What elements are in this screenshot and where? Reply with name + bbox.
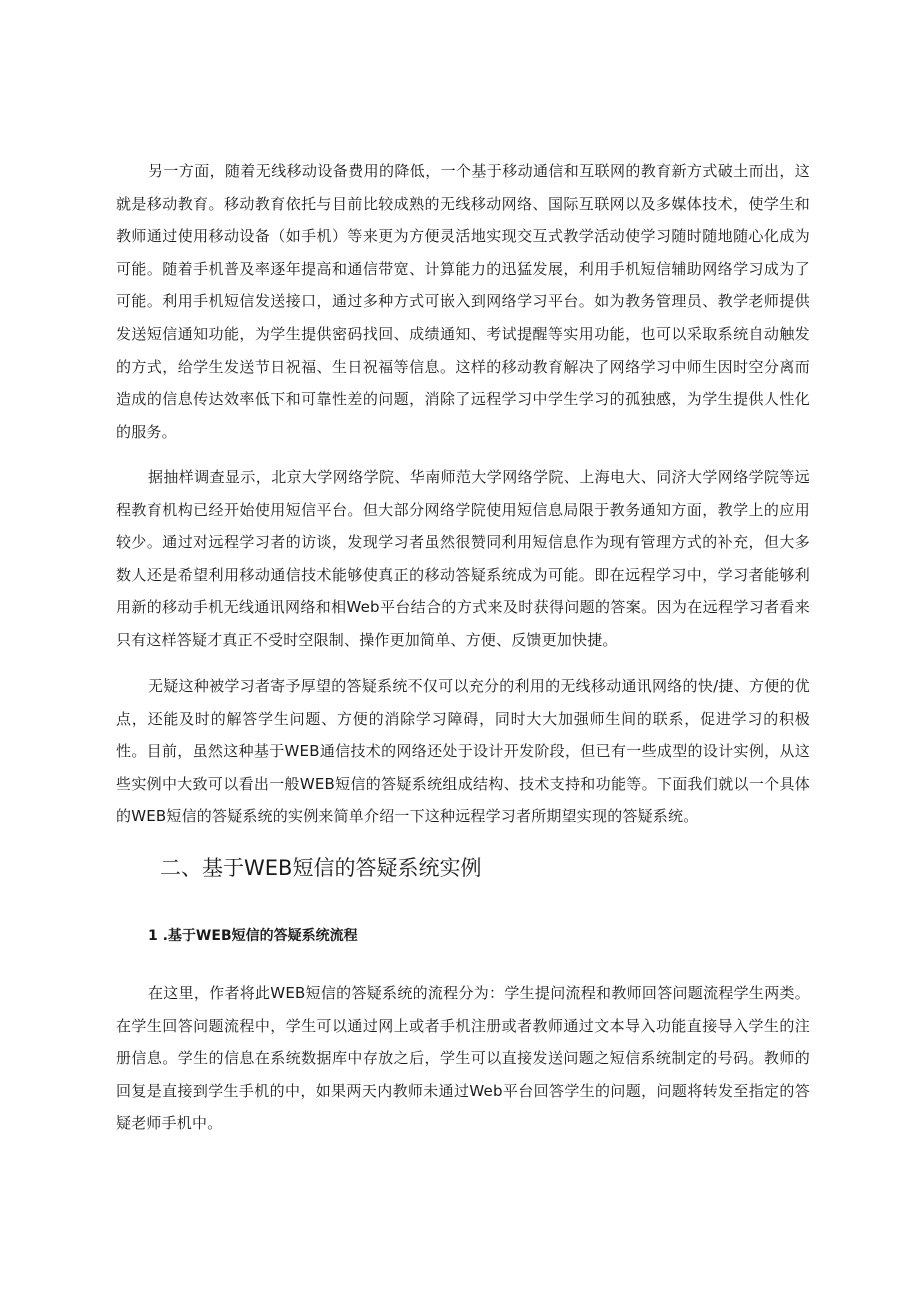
paragraph-qa-system: 无疑这种被学习者寄予厚望的答疑系统不仅可以充分的利用的无线移动通讯网络的快/捷、方便的优点，还能及时的解答学生问题、方便的消除学习障碍，同时大大加强师生间的联系，促进学习的积极性。目前，虽然这种基于WEB通信技术的网络还处于设计开发阶段，但已有一些成型的设计实例，从这些实例中大致可以看出一般WEB短信的答疑系统组成结构、技术支持和功能等。下面我们就以一个具体的WEB短信的答疑系统的实例来简单介绍一下这种远程学习者所期望实现的答疑系统。	[116, 677, 810, 826]
subsection-heading: 1 .基于WEB短信的答疑系统流程	[148, 928, 358, 944]
paragraph-mobile-education: 另一方面，随着无线移动设备费用的降低，一个基于移动通信和互联网的教育新方式破土而出，这就是移动教育。移动教育依托与目前比较成熟的无线移动网络、国际互联网以及多媒体技术，使学生和教师通过使用移动设备（如手机）等来更为方便灵活地实现交互式教学活动使学习随时随地随心化成为可能。随着手机普及率逐年提高和通信带宽、计算能力的迅猛发展，利用手机短信辅助网络学习成为了可能。利用手机短信发送接口，通过多种方式可嵌入到网络学习平台。如为教务管理员、教学老师提供发送短信通知功能，为学生提供密码找回、成绩通知、考试提醒等实用功能，也可以采取系统自动触发的方式，给学生发送节日祝福、生日祝福等信息。这样的移动教育解决了网络学习中师生因时空分离而造成的信息传达效率低下和可靠性差的问题，消除了远程学习中学生学习的孤独感，为学生提供人性化的服务。	[116, 162, 810, 441]
paragraph-survey: 据抽样调查显示，北京大学网络学院、华南师范大学网络学院、上海电大、同济大学网络学院等远程教育机构已经开始使用短信平台。但大部分网络学院使用短信息局限于教务通知方面，教学上的应用较少。通过对远程学习者的访谈，发现学习者虽然很赞同利用短信息作为现有管理方式的补充，但大多数人还是希望利用移动通信技术能够使真正的移动答疑系统成为可能。即在远程学习中，学习者能够利用新的移动手机无线通讯网络和相Web平台结合的方式来及时获得问题的答案。因为在远程学习者看来只有这样答疑才真正不受时空限制、操作更加简单、方便、反馈更加快捷。	[116, 468, 810, 649]
section-heading: 二、基于WEB短信的答疑系统实例	[160, 856, 482, 880]
paragraph-workflow: 在这里，作者将此WEB短信的答疑系统的流程分为：学生提问流程和教师回答问题流程学生两类。在学生回答问题流程中，学生可以通过网上或者手机注册或者教师通过文本导入功能直接导入学生的注册信息。学生的信息在系统数据库中存放之后，学生可以直接发送问题之短信系统制定的号码。教师的回复是直接到学生手机的中，如果两天内教师未通过Web平台回答学生的问题，问题将转发至指定的答疑老师手机中。	[116, 984, 810, 1133]
